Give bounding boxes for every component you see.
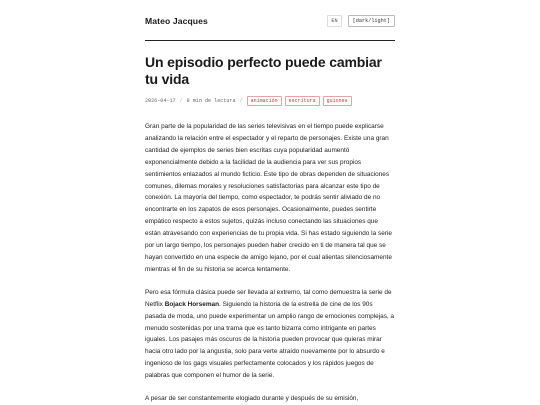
- tag-escritura[interactable]: escritura: [285, 96, 320, 106]
- post-meta: [145, 96, 395, 106]
- reading-time: 8 min de lectura: [186, 98, 236, 104]
- header-controls: [327, 15, 395, 27]
- theme-toggle-button[interactable]: [dark/light]: [348, 15, 395, 27]
- meta-separator: /: [179, 98, 183, 104]
- tag-list: [247, 96, 352, 106]
- language-button[interactable]: EN: [327, 15, 341, 27]
- paragraph-text: Pero esa fórmula clásica puede ser llevada al extremo, tal como demuestra la serie de Netflix: [145, 288, 392, 308]
- post-date: 2026-04-17: [145, 98, 176, 104]
- post-title: Un episodio perfecto puede cambiar tu vida: [145, 54, 382, 87]
- body-paragraph: A pesar de ser constantemente elogiado durante y después de su emisión,: [145, 395, 359, 403]
- page-container: [145, 0, 395, 405]
- site-title-link[interactable]: Mateo Jacques: [145, 15, 208, 26]
- paragraph-text: . Siguiendo la historia de la estrella de cine de los 90s pasada de moda, uno puede experimentar un amplio rango de emociones complejas, a menudo sostenidas por una trama que es tanto bizarra como intrigante en partes iguales. Los pasajes más oscuros de la historia pueden provocar que quieras mirar hacia otro lado por la angustia, solo para verte atraído nuevamente por lo absurdo e ingenioso de los gags visuales perfectamente colocados y los rápidos juegos de palabras que componen el humor de la serie.: [145, 300, 395, 380]
- tag-animacion[interactable]: animación: [247, 96, 282, 106]
- show-title-bold: Bojack Horseman: [164, 300, 220, 308]
- body-paragraph: Gran parte de la popularidad de las series televisivas en el tiempo puede explicarse analizando la relación entre el espectador y el reparto de personajes. Existe una gran cantidad de ejemplos de series bien escritas cuya popularidad aumentó exponencialmente debido a la facilidad de la audiencia para ver sus propios sentimientos enlazados al mundo ficticio. Este tipo de obras dependen de situaciones comunes, dilemas morales y resoluciones satisfactorias para alcanzar este tipo de conexión. La mayoría del tiempo, como espectador, te podrás sentir aliviado de no encontrarte en los zapatos de esos personajes. Ocasionalmente, puedes sentirte empático respecto a estos sujetos, quizás incluso conectando las situaciones que están atravesando con experiencias de tu propia vida. Si has estado siguiendo la serie por un largo tiempo, los personajes pueden haber crecido en ti de manera tal que se hayan convertido en una especie de amigo lejano, por el cual alientas silenciosamente mientras el fin de su historia se acerca lentamente.: [145, 123, 392, 273]
- body-paragraph: [145, 287, 395, 382]
- post-article: [145, 54, 395, 405]
- site-header: [145, 0, 395, 41]
- post-body: [145, 121, 395, 405]
- tag-guiones[interactable]: guiones: [323, 96, 352, 106]
- meta-separator: /: [239, 98, 243, 104]
